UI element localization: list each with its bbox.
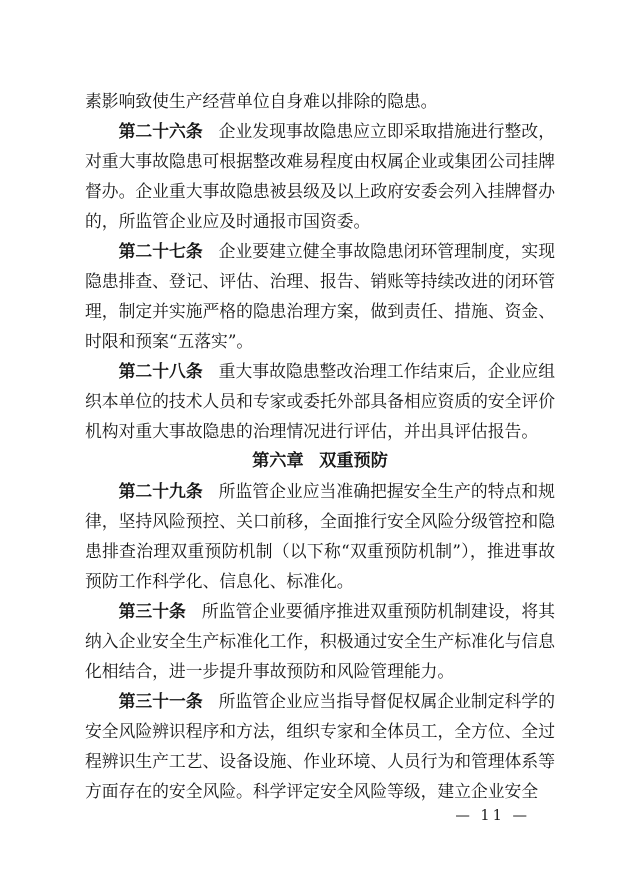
article-26-text: 企业发现事故隐患应立即采取措施进行整改，对重大事故隐患可根据整改难易程度由权属企业或集团公司挂牌督办。企业重大事故隐患被县级及以上政府安委会列入挂牌督办的，所监管企业应及时通报市国资委。 <box>85 121 555 231</box>
paragraph-continuation: 素影响致使生产经营单位自身难以排除的隐患。 <box>85 91 438 111</box>
chapter-number: 第六章 <box>252 451 304 471</box>
article-27-heading: 第二十七条 <box>118 241 203 261</box>
article-paragraph-27 <box>85 236 555 356</box>
page-number: — 11 — <box>455 808 530 824</box>
article-paragraph-28 <box>85 356 555 446</box>
article-31-heading: 第三十一条 <box>118 691 203 711</box>
article-paragraph-29 <box>85 476 555 596</box>
article-26-heading: 第二十六条 <box>118 121 203 141</box>
article-27-text: 企业要建立健全事故隐患闭环管理制度，实现隐患排查、登记、评估、治理、报告、销账等持续改进的闭环管理，制定并实施严格的隐患治理方案，做到责任、措施、资金、时限和预案“五落实”。 <box>85 241 555 351</box>
article-30-heading: 第三十条 <box>118 601 186 621</box>
page-body <box>85 86 555 806</box>
chapter-heading <box>85 446 555 476</box>
article-paragraph-26 <box>85 116 555 236</box>
article-31-text: 所监管企业应当指导督促权属企业制定科学的安全风险辨识程序和方法，组织专家和全体员工，全方位、全过程辨识生产工艺、设备设施、作业环境、人员行为和管理体系等方面存在的安全风险。科学评定安全风险等级，建立企业安全 <box>85 691 555 801</box>
article-29-text: 所监管企业应当准确把握安全生产的特点和规律，坚持风险预控、关口前移，全面推行安全风险分级管控和隐患排查治理双重预防机制（以下称“双重预防机制”），推进事故预防工作科学化、信息化、标准化。 <box>85 481 555 591</box>
article-28-text: 重大事故隐患整改治理工作结束后，企业应组织本单位的技术人员和专家或委托外部具备相应资质的安全评价机构对重大事故隐患的治理情况进行评估，并出具评估报告。 <box>85 361 555 441</box>
article-paragraph-31 <box>85 686 555 806</box>
chapter-title: 双重预防 <box>319 451 388 471</box>
article-30-text: 所监管企业要循序推进双重预防机制建设，将其纳入企业安全生产标准化工作，积极通过安全生产标准化与信息化相结合，进一步提升事故预防和风险管理能力。 <box>85 601 555 681</box>
article-paragraph-30 <box>85 596 555 686</box>
article-29-heading: 第二十九条 <box>118 481 203 501</box>
article-28-heading: 第二十八条 <box>118 361 203 381</box>
